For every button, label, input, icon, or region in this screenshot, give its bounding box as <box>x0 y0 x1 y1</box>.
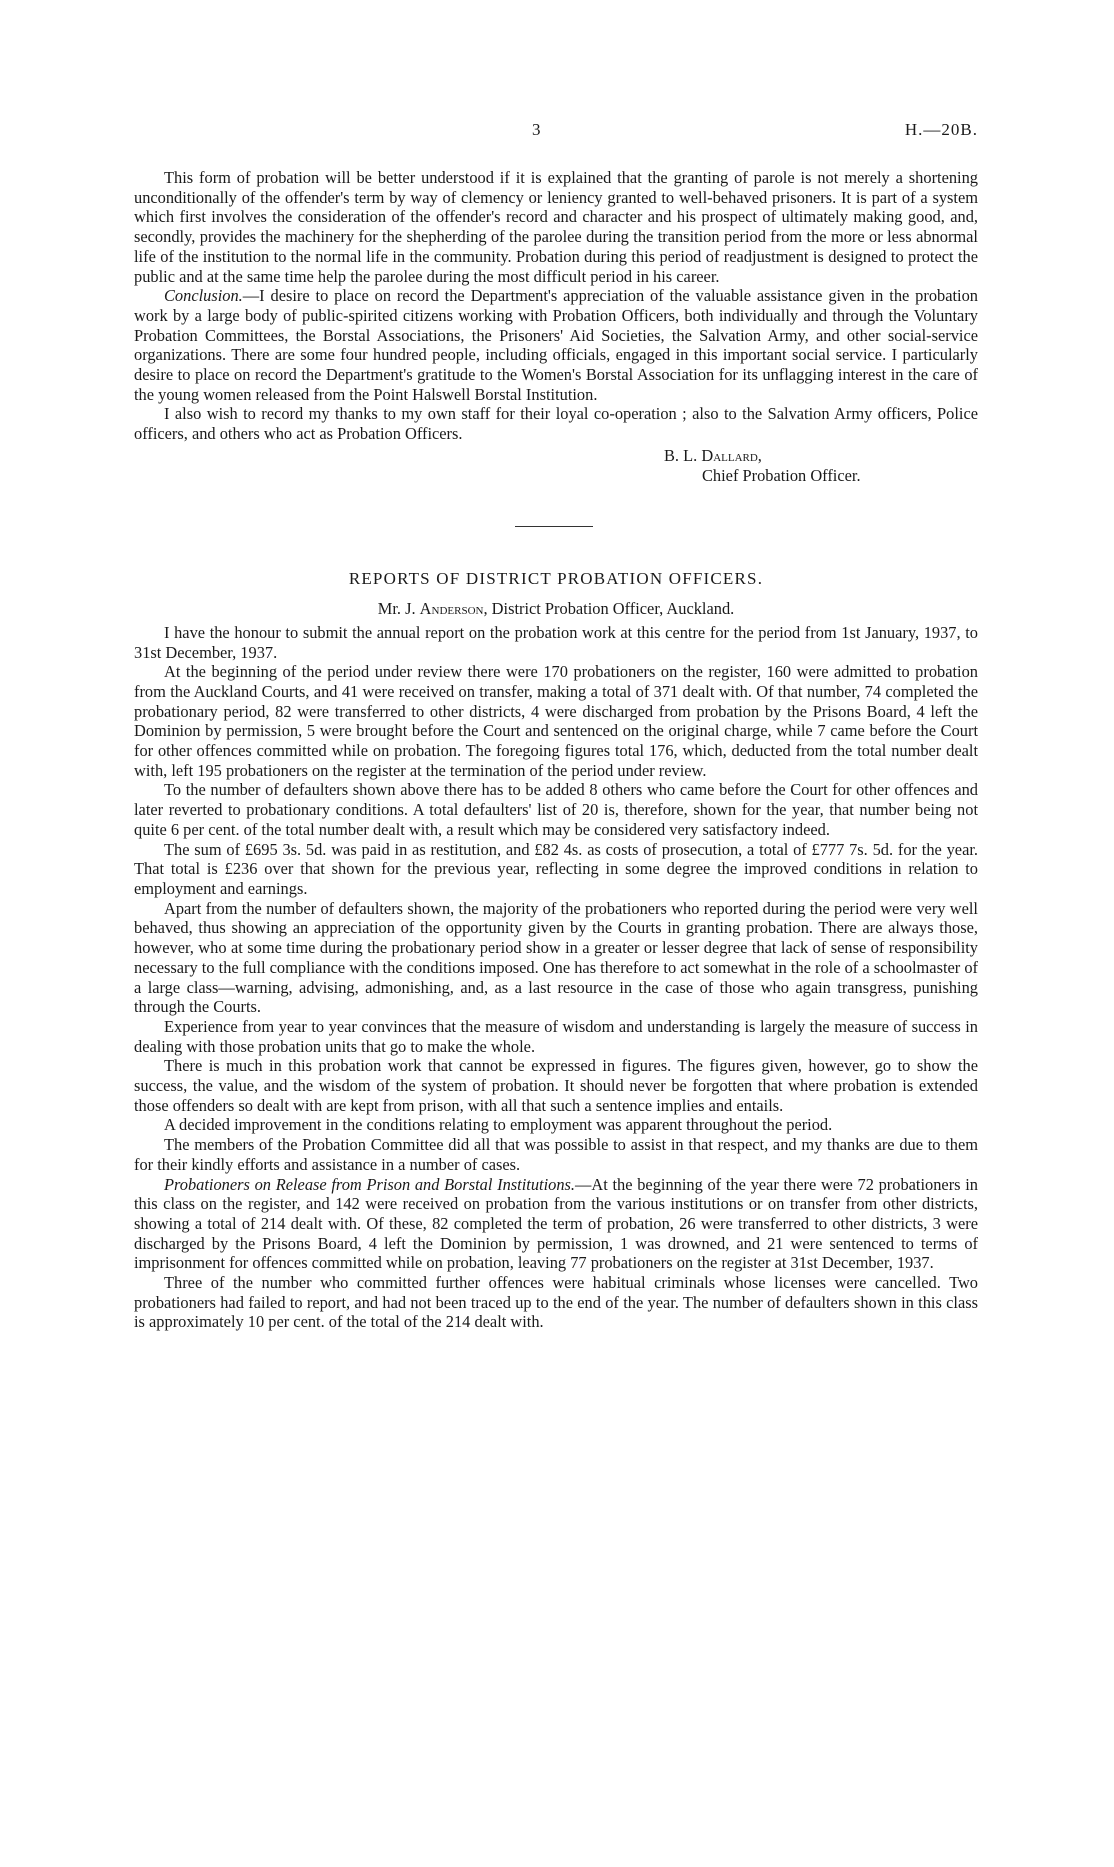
paragraph-conclusion <box>134 286 978 404</box>
section-divider <box>515 526 593 527</box>
paragraph: A decided improvement in the conditions relating to employment was apparent throughout the period. <box>164 1115 833 1135</box>
paragraph-parole: This form of probation will be better understood if it is explained that the granting of parole is not merely a shortening unconditionally of the offender's term by way of clemency or leniency granted to well-behaved prisoners. It is part of a system which first involves the consideration of the offender's record and character and his prospect of ultimately making good, and, secondly, provides the machinery for the shepherding of the parolee during the transition period from the more or less abnormal life of the institution to the normal life in the community. Probation during this period of readjustment is designed to protect the public and at the same time help the parolee during the most difficult period in his career. <box>134 168 978 286</box>
signature-name <box>664 446 978 466</box>
paragraph: There is much in this probation work that cannot be expressed in figures. The figures given, however, go to show the success, the value, and the wisdom of the system of probation. It should never be forgotten that where probation is extended those offenders so dealt with are kept from prison, with all that such a sentence implies and entails. <box>134 1056 978 1115</box>
conclusion-label: Conclusion. <box>164 286 243 306</box>
officer-prefix: Mr. J. <box>377 598 416 618</box>
paragraph-thanks: I also wish to record my thanks to my own staff for their loyal co-operation ; also to the Salvation Army officers, Police officers, and others who act as Probation Officers. <box>134 404 978 444</box>
paragraph: Experience from year to year convinces that the measure of wisdom and understanding is largely the measure of success in dealing with those probation units that go to make the whole. <box>134 1016 978 1056</box>
release-text: —At the beginning of the year there were 72 probationers in this class on the register, and 142 were received on probation from the various institutions or on transfer from other districts, showing a total of 214 dealt with. Of these, 82 completed the term of probation, 26 were transferred to other districts, 3 were discharged by the Prisons Board, 4 left the Dominion by permission, 1 was drowned, and 21 were sentenced to terms of imprisonment for offences committed while on probation, leaving 77 probationers on the register at 31st December, 1937. <box>134 1174 978 1273</box>
paragraph: To the number of defaulters shown above there has to be added 8 others who came before the Court for other offences and later reverted to probationary conditions. A total defaulters' list of 20 is, therefore, shown for the year, that number being not quite 6 per cent. of the total number dealt with, a result which may be considered very satisfactory indeed. <box>134 780 978 839</box>
section-title: REPORTS OF DISTRICT PROBATION OFFICERS. <box>348 568 764 588</box>
paragraph: The sum of £695 3s. 5d. was paid in as restitution, and £82 4s. as costs of prosecution, a total of £777 7s. 5d. for the year. That total is £236 over that shown for the previous year, reflecting in some degree the improved conditions in relation to employment and earnings. <box>134 839 978 898</box>
signature-title: Chief Probation Officer. <box>702 465 861 485</box>
release-label: Probationers on Release from Prison and Borstal Institutions. <box>164 1174 575 1194</box>
signature-initials: B. L. <box>664 445 698 465</box>
officer-line <box>134 599 978 619</box>
signature-surname: Dallard, <box>701 445 762 465</box>
paragraph: Apart from the number of defaulters shown, the majority of the probationers who reported during the period were very well behaved, thus showing an appreciation of the opportunity given by the Courts in granting probation. There are always those, however, who at some time during the probationary period show in a greater or lesser degree that lack of sense of responsibility necessary to the full compliance with the conditions imposed. One has therefore to act somewhat in the role of a schoolmaster of a large class—warning, advising, admonishing, and, as a last resource in the case of those who again transgress, punishing through the Courts. <box>134 898 978 1017</box>
conclusion-text: —I desire to place on record the Department's appreciation of the valuable assistance given in the probation work by a large body of public-spirited citizens working with Probation Officers, both individually and through the Voluntary Probation Committees, the Borstal Associations, the Prisoners' Aid Societies, the Salvation Army, and other social-service organizations. There are some four hundred people, including officials, engaged in this important social service. I particularly desire to place on record the Department's gratitude to the Women's Borstal Association for its unflagging interest in the care of the young women released from the Point Halswell Borstal Institution. <box>134 286 978 404</box>
paragraph-final: Three of the number who committed further offences were habitual criminals whose licenses were cancelled. Two probationers had failed to report, and had not been traced up to the end of the year. The number of defaulters shown in this class is approximately 10 per cent. of the total of the 214 dealt with. <box>134 1273 978 1332</box>
series-code: H.—20B. <box>904 120 978 139</box>
page-header <box>134 120 978 150</box>
officer-surname: Anderson, <box>419 598 488 618</box>
officer-role: District Probation Officer, Auckland. <box>491 598 735 618</box>
paragraph: I have the honour to submit the annual report on the probation work at this centre for the period from 1st January, 1937, to 31st December, 1937. <box>134 622 978 662</box>
page-number: 3 <box>532 120 541 139</box>
paragraph: At the beginning of the period under review there were 170 probationers on the register, 160 were admitted to probation from the Auckland Courts, and 41 were received on transfer, making a total of 371 dealt with. Of that number, 74 completed the probationary period, 82 were transferred to other districts, 4 were discharged from probation by the Prisons Board, 4 left the Dominion by permission, 5 were brought before the Court and sentenced on the original charge, while 7 came before the Court for other offences committed while on probation. The foregoing figures total 176, which, deducted from the total number dealt with, left 195 probationers on the register at the termination of the period under review. <box>134 662 978 780</box>
document-page <box>134 120 978 1332</box>
paragraph: The members of the Probation Committee did all that was possible to assist in that respect, and my thanks are due to them for their kindly efforts and assistance in a number of cases. <box>134 1135 978 1174</box>
paragraph-release <box>134 1175 978 1274</box>
